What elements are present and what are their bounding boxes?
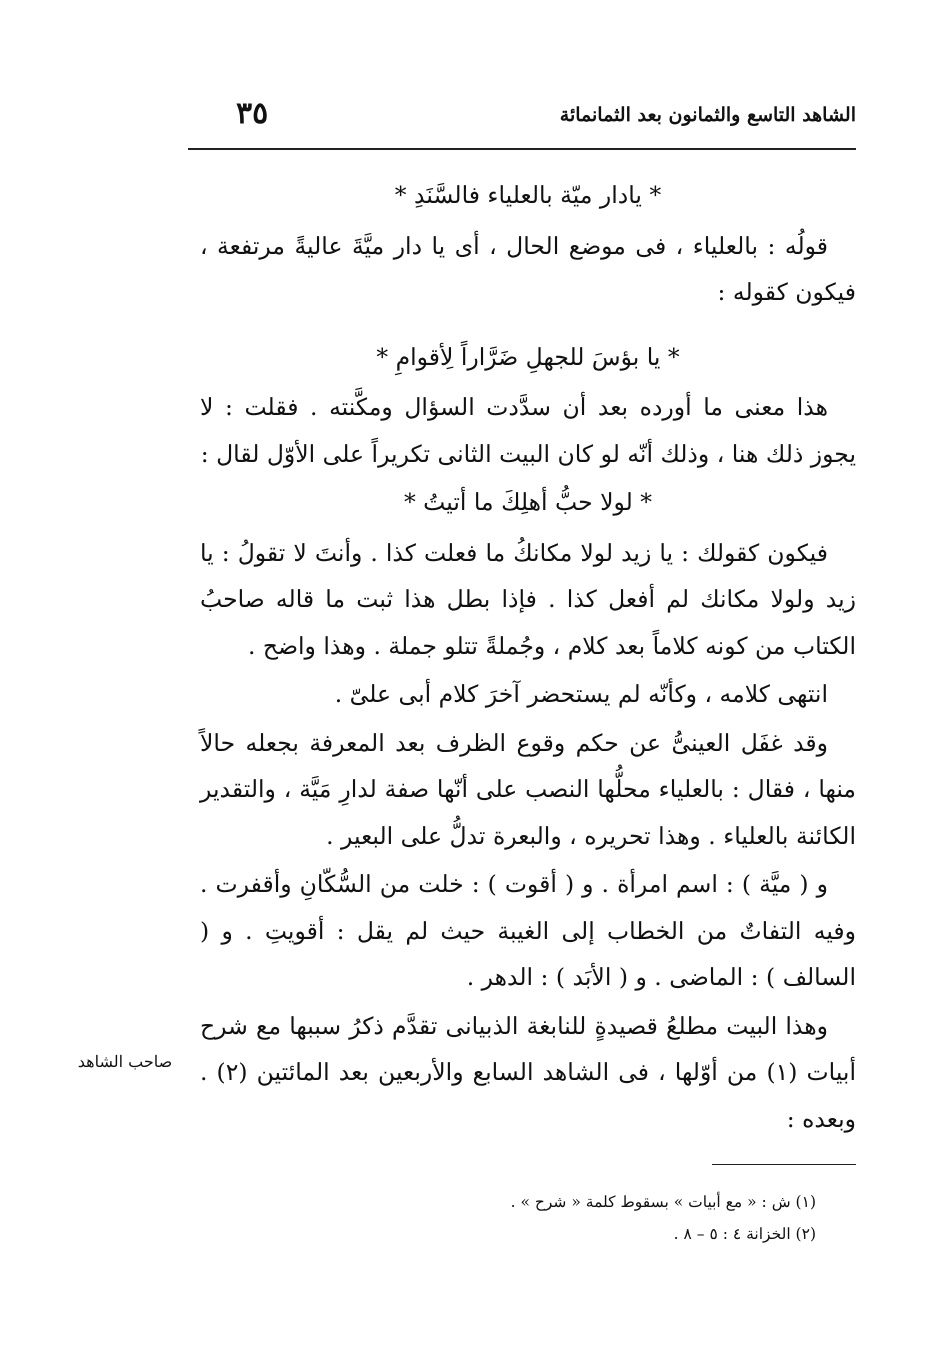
margin-note: صاحب الشاهد bbox=[77, 1052, 173, 1071]
page-header bbox=[188, 96, 856, 150]
paragraph: وقد غفَل العينىُّ عن حكم وقوع الظرف بعد المعرفة بجعله حالاً منها ، فقال : بالعلياء محلُّها النصب على أنّها صفة لدارِ مَيَّة ، والتقدير الكائنة بالعلياء . وهذا تحريره ، والبعرة تدلُّ على البعير . bbox=[200, 728, 856, 850]
footnote: (٢) الخزانة ٤ : ٥ – ٨ . bbox=[673, 1225, 816, 1243]
paragraph: وهذا البيت مطلعُ قصيدةٍ للنابغة الذبيانى تقدَّم ذكرُ سببها مع شرح أبيات (١) من أوّلها ، فى الشاهد السابع والأربعين بعد المائتين (٢) . وبعده : bbox=[200, 1011, 856, 1133]
page-number: ٣٥ bbox=[236, 96, 269, 131]
paragraph: هذا معنى ما أورده بعد أن سدَّدت السؤال ومكَّنته . فقلت : لا يجوز ذلك هنا ، وذلك أنّه لو كان البيت الثانى تكريراً على الأوّل لقال : bbox=[200, 393, 856, 468]
verse-line: * لولا حبُّ أهلِكَ ما أتيتُ * bbox=[403, 488, 653, 516]
footnote: (١) ش : « مع أبيات » بسقوط كلمة « شرح » . bbox=[510, 1193, 816, 1211]
footnote-divider bbox=[712, 1164, 856, 1165]
footnotes bbox=[296, 1186, 816, 1250]
main-text bbox=[200, 172, 856, 1144]
paragraph: انتهى كلامه ، وكأنّه لم يستحضر آخرَ كلام أبى علىّ . bbox=[334, 680, 828, 708]
running-title: الشاهد التاسع والثمانون بعد الثمانمائة bbox=[559, 104, 856, 126]
paragraph: فيكون كقولك : يا زيد لولا مكانكُ ما فعلت كذا . وأنتَ لا تقولُ : يا زيد ولولا مكانك لم أفعل كذا . فإذا بطل هذا ثبت ما قاله صاحبُ الكتاب من كونه كلاماً بعد كلام ، وجُملةً تتلو جملة . وهذا واضح . bbox=[200, 538, 856, 660]
verse-line: * يا بؤسَ للجهلِ ضَرَّاراً لِأقوامِ * bbox=[376, 342, 680, 371]
paragraph: و ( ميَّة ) : اسم امرأة . و ( أقوت ) : خلت من السُّكّانِ وأقفرت . وفيه التفاتٌ من الخطاب إلى الغيبة حيث لم يقل : أقويتِ . و ( السالف ) : الماضى . و ( الأبَد ) : الدهر . bbox=[200, 870, 856, 991]
paragraph: قولُه : بالعلياء ، فى موضع الحال ، أى يا دار ميَّةَ عاليةً مرتفعة ، فيكون كقوله : bbox=[200, 231, 856, 306]
verse-line: * يادار ميّة بالعلياء فالسَّنَدِ * bbox=[394, 181, 662, 209]
